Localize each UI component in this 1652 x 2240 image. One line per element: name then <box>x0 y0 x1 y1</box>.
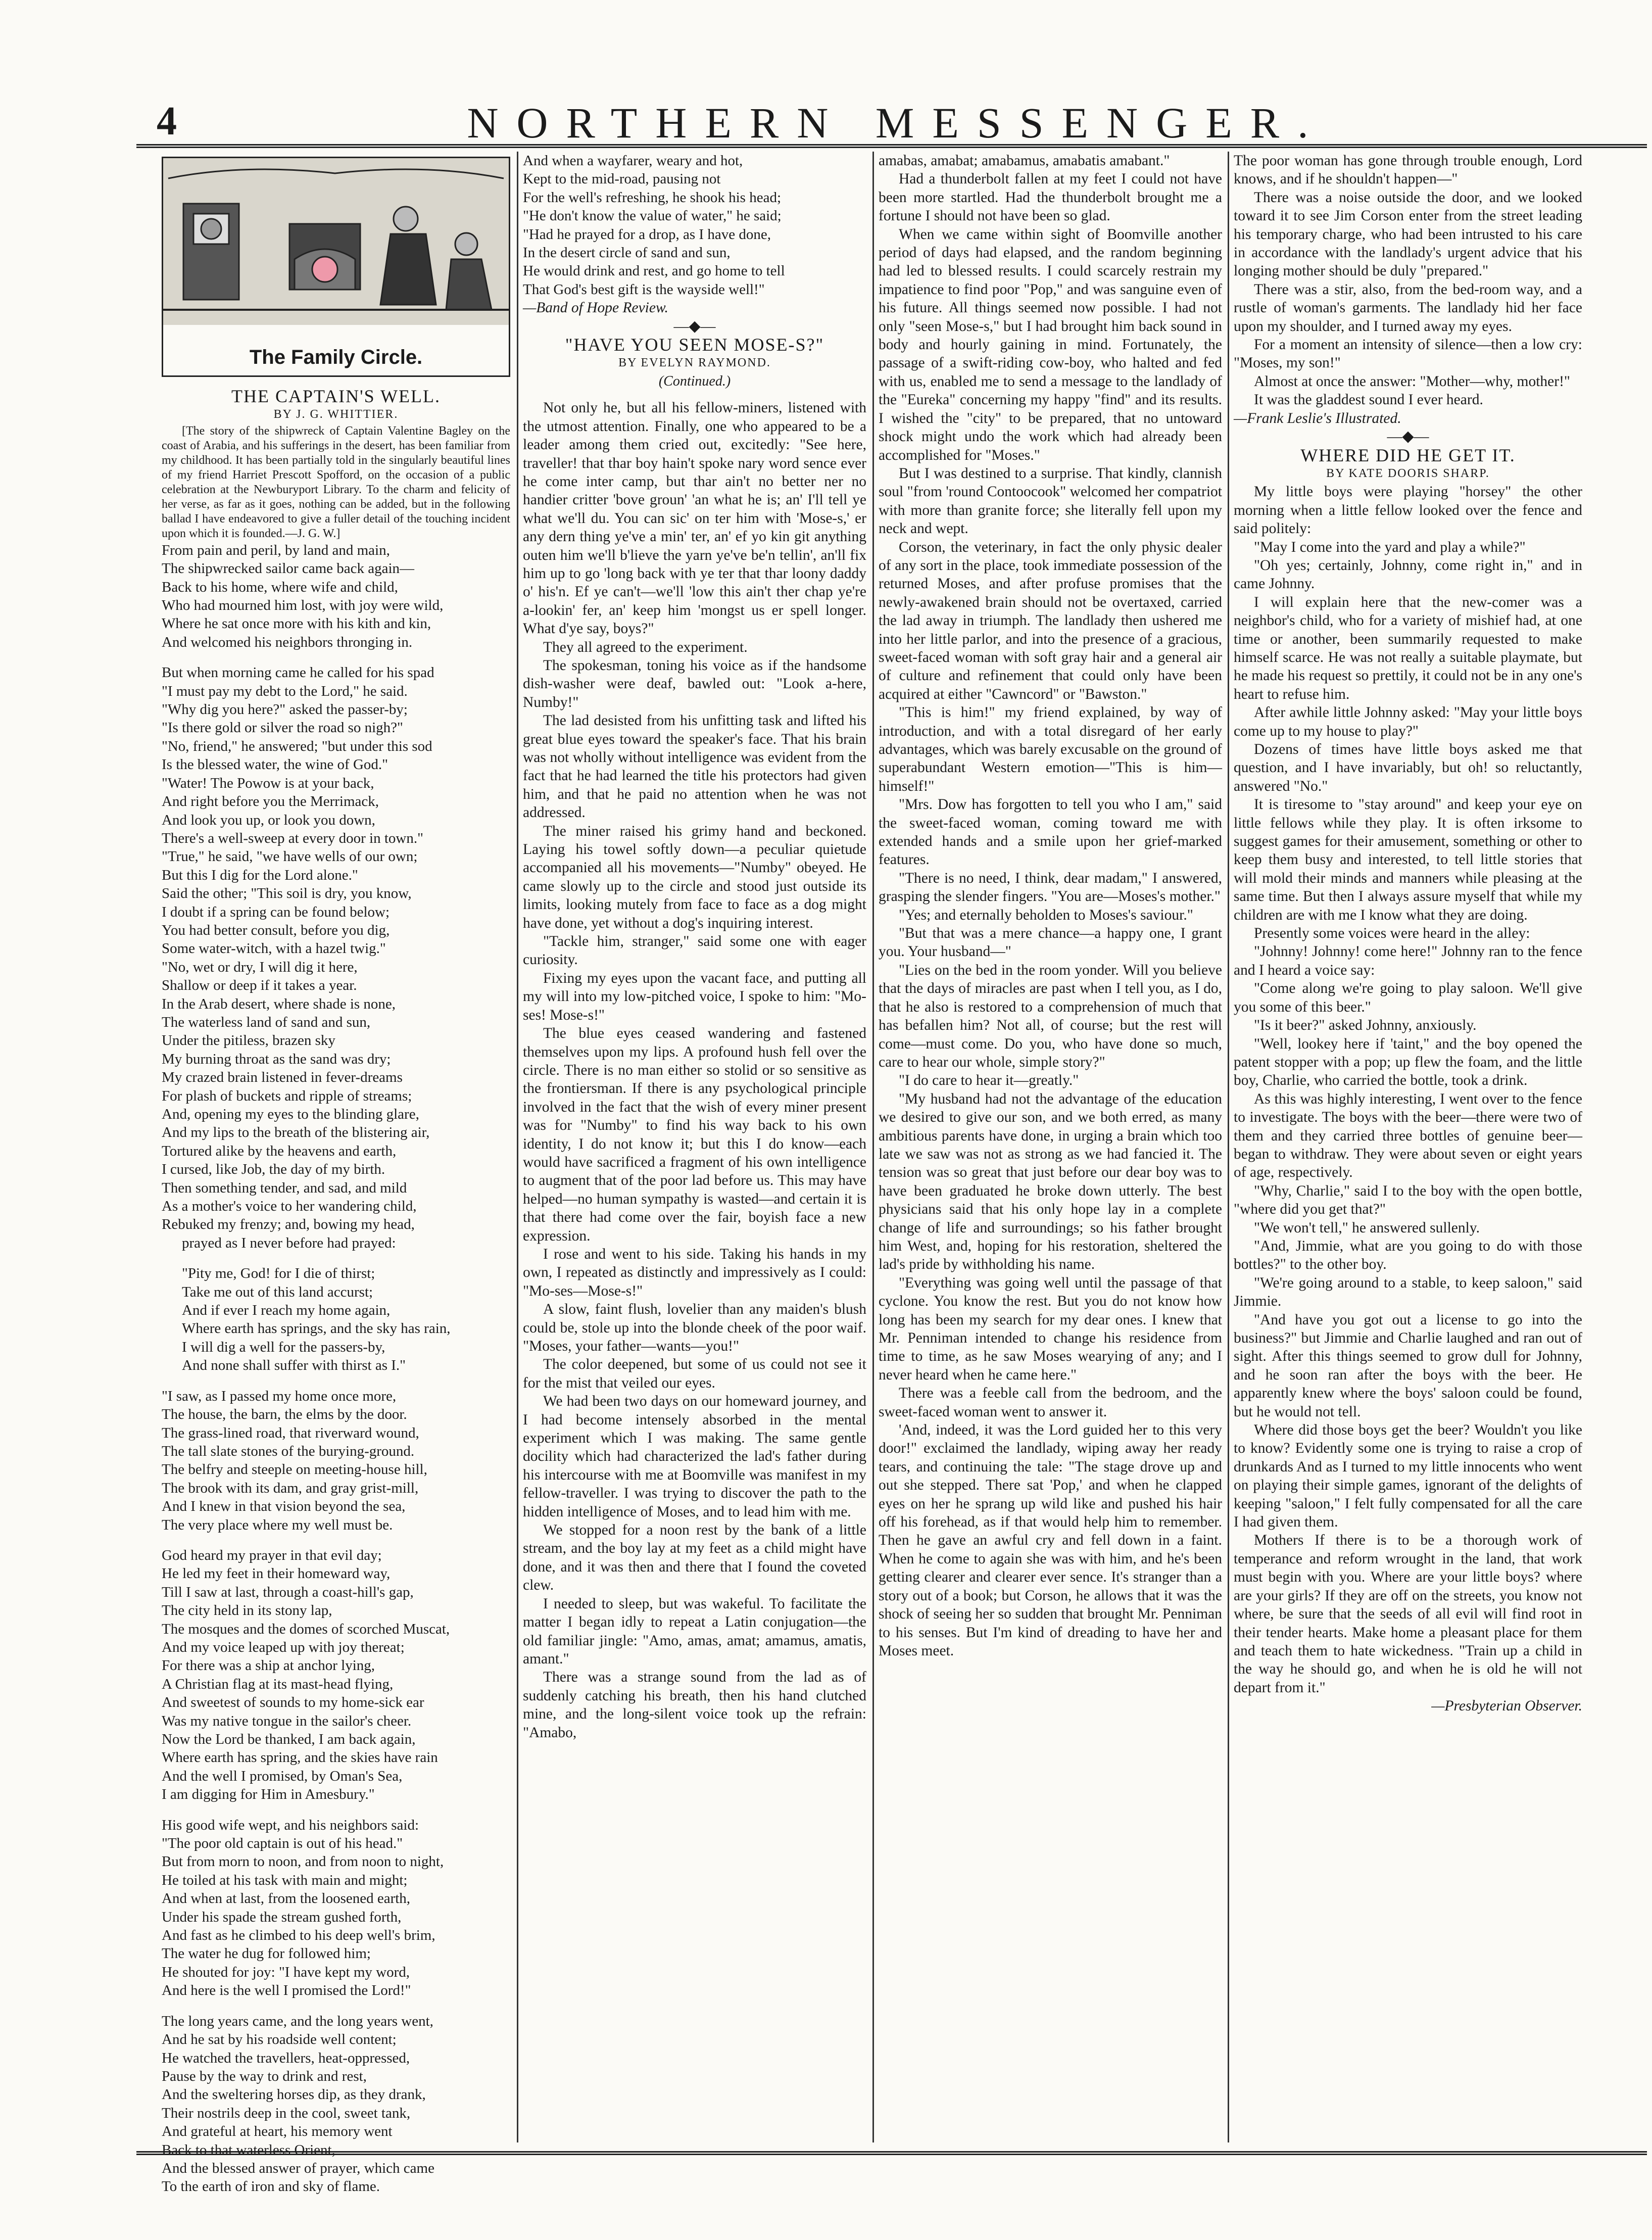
verse-line: And when a wayfarer, weary and hot, <box>523 153 743 169</box>
paragraph: Corson, the veterinary, in fact the only physic dealer of any sort in the place, took immediate possession of the returned Moses, and after profuse promises that the newly-awakened brain should not be overtaxed, carried the lad away in triumph. The landlady then ushered me into her little parlor, and into the presence of a gracious, sweet-faced woman with soft gray hair and a general air of culture and refinement that could only have been acquired at either "Cawncord" or "Bawston." <box>879 539 1222 702</box>
column-rule <box>1228 152 1229 2142</box>
paragraph: They all agreed to the experiment. <box>543 639 748 655</box>
verse-line: The waterless land of sand and sun, <box>162 1014 371 1030</box>
paragraph: Almost at once the answer: "Mother—why, mother!" <box>1254 373 1570 390</box>
verse-line: He would drink and rest, and go home to tell <box>523 263 785 279</box>
verse-line: There's a well-sweep at every door in town." <box>162 830 423 846</box>
verse-line: "True," he said, "we have wells of our own; <box>162 848 418 865</box>
verse-line: "No, wet or dry, I will dig it here, <box>162 959 358 975</box>
paragraph: "Johnny! Johnny! come here!" Johnny ran to the fence and I heard a voice say: <box>1234 943 1582 978</box>
verse-line: "Had he prayed for a drop, as I have done, <box>523 226 771 243</box>
column-2 <box>523 152 866 2137</box>
paragraph: But I was destined to a surprise. That kindly, clannish soul "from 'round Contoocook" welcomed her compatriot with more than granite force; she literally fell upon my neck and wept. <box>879 465 1222 537</box>
verse-line: Said the other; "This soil is dry, you know, <box>162 885 412 902</box>
stanza <box>162 1264 510 1374</box>
paragraph: When we came within sight of Boomville another period of days had elapsed, and the random beginning had led to blessed results. I could scarcely restrain my impatience to find poor "Pop," and was sanguine even of his future. All things seemed now possible. I had not only "seen Mose-s," but I had brought him back sound in body and hourly gaining in mind. Fortunately, the passage of a swift-riding cow-boy, who halted and fed with us, enabled me to send a message to the landlady of the "Eureka" concerning my happy "find" and its results. I wished the "city" to be prepared, that no untoward shock might undo the work which had already been accomplished for "Moses." <box>879 226 1222 463</box>
family-circle-caption: The Family Circle. <box>249 346 423 368</box>
verse-line: Who had mourned him lost, with joy were wild, <box>162 597 444 614</box>
paragraph: "Tackle him, stranger," said some one with eager curiosity. <box>523 933 866 968</box>
verse-line: Rebuked my frenzy; and, bowing my head, <box>162 1216 415 1233</box>
verse-line: I doubt if a spring can be found below; <box>162 903 390 920</box>
paragraph: "Oh yes; certainly, Johnny, come right in," and in came Johnny. <box>1234 557 1582 592</box>
story-title: "HAVE YOU SEEN MOSE-S?" <box>565 335 824 355</box>
poem-title: THE CAPTAIN'S WELL. <box>231 386 441 406</box>
story-continued: (Continued.) <box>658 373 731 389</box>
paragraph: "But that was a mere chance—a happy one, I grant you. Your husband—" <box>879 925 1222 960</box>
verse-line: Where earth has springs, and the sky has rain, <box>182 1320 451 1337</box>
paragraph: There was a feeble call from the bedroom, and the sweet-faced woman went to answer it. <box>879 1385 1222 1420</box>
verse-line: Shallow or deep if it takes a year. <box>162 977 357 994</box>
verse-line: The long years came, and the long years went, <box>162 2013 433 2029</box>
verse-line: Now the Lord be thanked, I am back again, <box>162 1731 416 1747</box>
verse-line: That God's best gift is the wayside well!" <box>523 281 765 298</box>
paragraph: "And have you got out a license to go into the business?" but Jimmie and Charlie laughed and ran out of sight. After this things seemed to grow dull for Johnny, and he soon ran after the boys with the beer. He apparently knew where the boys' saloon could be found, but he would not tell. <box>1234 1311 1582 1420</box>
page-header <box>141 88 1652 147</box>
paragraph: There was a stir, also, from the bed-room way, and a rustle of woman's garments. The landlady hid her face upon my shoulder, and I turned away my eyes. <box>1234 281 1582 335</box>
verse-line: And fast as he climbed to his deep well's brim, <box>162 1927 435 1944</box>
verse-line: Pause by the way to drink and rest, <box>162 2068 367 2084</box>
paragraph: I needed to sleep, but was wakeful. To facilitate the matter I began idly to repeat a Latin conjugation—the old familiar jingle: "Amo, amas, amat; amamus, amatis, amant." <box>523 1595 866 1667</box>
verse-line: For there was a ship at anchor lying, <box>162 1657 375 1674</box>
verse-line: The belfry and steeple on meeting-house hill, <box>162 1461 427 1478</box>
paragraph: "Lies on the bed in the room yonder. Will you believe that the days of miracles are past when I tell you, as I do, that he also is restored to a comprehension of much that has befallen him? Not all, of course; but the rest will come—must come. Do you, who have done so much, care to hear our whole, simple story?" <box>879 962 1222 1070</box>
story-ending <box>1234 152 1582 409</box>
verse-line: "I must pay my debt to the Lord," he said. <box>162 683 408 699</box>
verse-line: And he sat by his roadside well content; <box>162 2031 397 2048</box>
verse-line: He watched the travellers, heat-oppressed, <box>162 2050 410 2066</box>
verse-line: My crazed brain listened in fever-dreams <box>162 1069 403 1086</box>
paragraph: My little boys were playing "horsey" the other morning when a little fellow looked over the fence and said politely: <box>1234 484 1582 537</box>
verse-line: In the desert circle of sand and sun, <box>523 245 731 261</box>
paragraph: "Is it beer?" asked Johnny, anxiously. <box>1254 1017 1477 1034</box>
paragraph: "There is no need, I think, dear madam," I answered, grasping the slender fingers. "You are—Moses's mother." <box>879 870 1222 905</box>
verse-line: In the Arab desert, where shade is none, <box>162 995 396 1012</box>
paragraph: "Well, lookey here if 'taint," and the boy opened the patent stopper with a pop; up flew the foam, and the little boy, Charlie, who carried the bottle, took a drink. <box>1234 1035 1582 1089</box>
paragraph: Mothers If there is to be a thorough work of temperance and reform wrought in the land, that work must begin with you. Where are your little boys? where are your girls? If they are off on the streets, you know not where, be sure that the seeds of all evil will find root in their tender hearts. Make home a pleasant place for them and teach them to hate wickedness. "Train up a child in the way he should go, and when he is old he will not depart from it." <box>1234 1532 1582 1696</box>
column-1 <box>162 152 510 2195</box>
verse-line: For the well's refreshing, he shook his head; <box>523 189 782 206</box>
section-divider: —◆— <box>673 317 716 335</box>
article-title: WHERE DID HE GET IT. <box>1300 445 1516 465</box>
verse-line: "Is there gold or silver the road so nigh?" <box>162 720 403 736</box>
verse-line: "The poor old captain is out of his head." <box>162 1835 403 1852</box>
verse-line: But this I dig for the Lord alone." <box>162 867 358 883</box>
paragraph: "We won't tell," he answered sullenly. <box>1254 1219 1480 1236</box>
paragraph: Not only he, but all his fellow-miners, listened with the utmost attention. Finally, one who appeared to be a leader among them cried out, excitedly: "See here, traveller! that thar boy hain't spoke nary word sence ever he come inter camp, but thar ain't no better ner no handier critter 'bove groun' 'an what he is; an' I'll tell ye what we'll du. You can sic' on ter him with 'Mose-s,' er any dern thing ye've a min' ter, an' ef yo kin git anything outen him we'll b'lieve the yarn ye've be'n tellin', an'll fix him up to go 'long back with ye ter that thar loony daddy o' his'n. Ef ye can't—we'll 'low this ain't ther chap ye're a-lookin' fer, an' keep him 'mongst us er spell longer. What d'ye say, boys?" <box>523 400 866 637</box>
paragraph: Fixing my eyes upon the vacant face, and putting all my will into my low-pitched voice, I spoke to him: "Mo-ses! Mose-s!" <box>523 970 866 1023</box>
paragraph: The color deepened, but some of us could not see it for the mist that veiled our eyes. <box>523 1356 866 1391</box>
paragraph: I rose and went to his side. Taking his hands in my own, I repeated as distinctly and impressively as I could: "Mo-ses—Mose-s!" <box>523 1246 866 1299</box>
verse-line: "He don't know the value of water," he said; <box>523 208 782 224</box>
verse-line: Where earth has spring, and the skies have rain <box>162 1749 438 1766</box>
verse-line: And the blessed answer of prayer, which came <box>162 2160 434 2176</box>
paragraph: "May I come into the yard and play a while?" <box>1254 539 1526 555</box>
paragraph: Presently some voices were heard in the alley: <box>1254 925 1530 942</box>
verse-line: Where he sat once more with his kith and kin, <box>162 615 431 632</box>
family-scene-illustration <box>163 158 509 325</box>
paragraph: For a moment an intensity of silence—then a low cry: "Moses, my son!" <box>1234 337 1582 371</box>
paragraph: "My husband had not the advantage of the education we desired to give our son, and we both erred, as many ambitious parents have done, in urging a brain which too late we saw was not as strong as we had fancied it. The tension was so great that just before our dear boy was to have been graduated he broke down utterly. The best physicians said that his only hope lay in a complete change of life and surroundings; so his father brought him West, and, hoping for his restoration, sheltered the lad's pride by withholding his name. <box>879 1090 1222 1273</box>
verse-line: And the well I promised, by Oman's Sea, <box>162 1768 403 1784</box>
stanza <box>162 1546 510 1804</box>
verse-line: God heard my prayer in that evil day; <box>162 1547 382 1563</box>
paragraph: "And, Jimmie, what are you going to do with those bottles?" to the other boy. <box>1234 1237 1582 1273</box>
verse-line: And when at last, from the loosened earth, <box>162 1890 411 1907</box>
story-body <box>523 399 866 1742</box>
paragraph: The spokesman, toning his voice as if the handsome dish-washer were deaf, bawled out: "Look a-here, Numby!" <box>523 657 866 710</box>
column-rule <box>872 152 874 2142</box>
verse-line: prayed as I never before had prayed: <box>182 1234 396 1251</box>
stanza <box>162 541 510 651</box>
verse-line: You had better consult, before you dig, <box>162 922 390 938</box>
paragraph: It is tiresome to "stay around" and keep your eye on little fellows while they play. It is often irksome to suggest games for their amusement, something or other to keep them busy and interested, to tell little stories that will mold their minds and manners while pleasing at the same time. But then I always assure myself that while my children are with me I know what they are doing. <box>1234 796 1582 923</box>
stanza <box>162 1387 510 1534</box>
paragraph: "Everything was going well until the passage of that cyclone. You know the rest. But you do not know how long has been my search for my dear ones. I knew that Mr. Penniman intended to change his residence from time to time, as he saw Moses wearying of any; and I never heard when he came here." <box>879 1274 1222 1383</box>
verse-line: Take me out of this land accurst; <box>182 1283 373 1300</box>
verse-line: I will dig a well for the passers-by, <box>182 1339 385 1355</box>
column-3 <box>879 152 1222 2137</box>
verse-line: For plash of buckets and ripple of streams; <box>162 1087 412 1104</box>
verse-line: He shouted for joy: "I have kept my word, <box>162 1964 410 1980</box>
verse-line: "I saw, as I passed my home once more, <box>162 1388 397 1404</box>
verse-line: Was my native tongue in the sailor's cheer. <box>162 1712 412 1729</box>
verse-line: The house, the barn, the elms by the door. <box>162 1406 407 1423</box>
poem-note: [The story of the shipwreck of Captain Valentine Bagley on the coast of Arabia, and his sufferings in the desert, has been familiar from my childhood. It has been partially told in the singularly beautiful lines of my friend Harriet Prescott Spofford, on the occasion of a public celebration at the Newburyport Library. To the charm and felicity of her verse, as far as it goes, nothing can be added, but in the following ballad I have endeavored to give a fuller detail of the touching incident upon which it is founded.—J. G. W.] <box>162 424 510 540</box>
verse-line: Their nostrils deep in the cool, sweet tank, <box>162 2105 411 2121</box>
story-body-continued <box>879 152 1222 1660</box>
verse-line: To the earth of iron and sky of flame. <box>162 2178 380 2195</box>
section-divider: —◆— <box>1387 428 1429 445</box>
paragraph: "We're going around to a stable, to keep saloon," said Jimmie. <box>1234 1274 1582 1310</box>
verse-line: And the sweltering horses dip, as they drank, <box>162 2086 426 2103</box>
verse-line: The grass-lined road, that riverward wound, <box>162 1424 419 1441</box>
paragraph: "Come along we're going to play saloon. We'll give you some of this beer." <box>1234 980 1582 1015</box>
verse-line: And my voice leaped up with joy thereat; <box>162 1639 405 1655</box>
verse-line: He led my feet in their homeward way, <box>162 1565 391 1582</box>
verse-line: Back to his home, where wife and child, <box>162 579 398 595</box>
verse-line: And here is the well I promised the Lord!" <box>162 1982 411 1999</box>
stanza <box>162 1816 510 2000</box>
verse-line: And sweetest of sounds to my home-sick ear <box>162 1694 424 1711</box>
article-source: —Presbyterian Observer. <box>1431 1698 1582 1714</box>
verse-line: I am digging for Him in Amesbury." <box>162 1786 375 1803</box>
masthead-title: NORTHERN MESSENGER. <box>467 99 1327 147</box>
paragraph: "Yes; and eternally beholden to Moses's saviour." <box>899 907 1193 923</box>
verse-line: Tortured alike by the heavens and earth, <box>162 1142 397 1159</box>
verse-line: Under his spade the stream gushed forth, <box>162 1909 402 1925</box>
paragraph: Where did those boys get the beer? Wouldn't you like to know? Evidently some one is trying to raise a crop of drunkards And as I turned to my little innocents who went on playing their simple games, ignorant of the delights of keeping "saloon," I felt fully compensated for all the care I had given them. <box>1234 1422 1582 1531</box>
column-rule <box>517 152 518 2142</box>
article-byline: BY KATE DOORIS SHARP. <box>1326 466 1490 480</box>
verse-line: "No, friend," he answered; "but under this sod <box>162 738 432 754</box>
verse-line: And right before you the Merrimack, <box>162 793 379 810</box>
verse-line: The shipwrecked sailor came back again— <box>162 560 415 577</box>
verse-line: And grateful at heart, his memory went <box>162 2123 393 2140</box>
verse-line: The mosques and the domes of scorched Muscat, <box>162 1621 450 1637</box>
paragraph: 'And, indeed, it was the Lord guided her to this very door!" exclaimed the landlady, wiping away her ready tears, and continuing the tale: "The stage drove up and out she stepped. There sat 'Pop,' and when he clapped eyes on her he sprang up wild like and pushed his hair off his forehead, as if that would help him to remember. Then he gave an awful cry and fell down in a faint. When he come to again she was with him, and he's been getting clearer and clearer ever sence. It's stranger than a story out of a book; but Corson, he allows that it was the shock of seeing her so sudden that brought Mr. Penniman to his senses. But I'm kind of dreading to have her and Moses meet. <box>879 1422 1222 1659</box>
verse-line: And welcomed his neighbors thronging in. <box>162 634 413 650</box>
paragraph: We had been two days on our homeward journey, and I had become intensely absorbed in the mental experiment which I was making. The same gentle docility which had characterized the lad's father during his intercourse with me at Boomville was manifest in my fellow-traveller. I was trying to discover the path to the hidden intelligence of Moses, and to lead him with me. <box>523 1393 866 1520</box>
paragraph: "I do care to hear it—greatly." <box>899 1072 1079 1089</box>
verse-line: Is the blessed water, the wine of God." <box>162 756 388 773</box>
paragraph: The blue eyes ceased wandering and fastened themselves upon my lips. A profound hush fell over the circle. There is no man either so stolid or so sensitive as the frontiersman. If there is any psychological principle involved in the fact that the wish of every miner present was for "Numby" to find his way back to his own identity, I do not know it; but this I do know—each would have sacrificed a fragment of his own intelligence to augment that of the poor lad before us. This may have helped—no human sympathy is wasted—and certain it is that there had come over the fair, boyish face a new expression. <box>523 1025 866 1244</box>
family-circle-vignette <box>162 157 510 377</box>
paragraph: amabas, amabat; amabamus, amabatis amabant." <box>879 153 1170 169</box>
verse-line: My burning throat as the sand was dry; <box>162 1051 391 1067</box>
paragraph: There was a strange sound from the lad as of suddenly catching his breath, then his hand clutched mine, and the long-silent voice took up the refrain: "Amabo, <box>523 1669 866 1741</box>
verse-line: And, opening my eyes to the blinding glare, <box>162 1106 419 1122</box>
paragraph: Dozens of times have little boys asked me that question, and I have invariably, but oh! so reluctantly, answered "No." <box>1234 741 1582 794</box>
verse-line: And I knew in that vision beyond the sea, <box>162 1498 406 1515</box>
verse-line: From pain and peril, by land and main, <box>162 542 390 558</box>
verse-line: The brook with its dam, and gray grist-mill, <box>162 1480 419 1496</box>
paragraph: A slow, faint flush, lovelier than any maiden's blush could be, stole up into the blonde cheek of the poor waif. "Moses, your father—wants—you!" <box>523 1301 866 1354</box>
paragraph: "This is him!" my friend explained, by way of introduction, and with a total disregard of her early advantages, which was barely excusable on the ground of superabundant Western emotion—"This is him—himself!" <box>879 704 1222 794</box>
verse-line: Back to that waterless Orient, <box>162 2141 335 2158</box>
verse-line: Under the pitiless, brazen sky <box>162 1032 335 1049</box>
poem-byline: BY J. G. WHITTIER. <box>273 408 399 421</box>
paragraph: We stopped for a noon rest by the bank of a little stream, and the boy lay at my feet as a child might have done, and it was then and there that I found the coveted clew. <box>523 1522 866 1594</box>
article-body <box>1234 483 1582 1697</box>
verse-line: But when morning came he called for his spad <box>162 664 434 681</box>
verse-line: Then something tender, and sad, and mild <box>162 1179 407 1196</box>
verse-line: The tall slate stones of the burying-ground. <box>162 1443 415 1459</box>
verse-line: The city held in its stony lap, <box>162 1602 332 1619</box>
paragraph: I will explain here that the new-comer was a neighbor's child, who for a variety of mishief had, at one time or another, been summarily requested to make himself scarce. He was not really a suitable playmate, but he made his request so prettily, it could not be in any one's heart to refuse him. <box>1234 594 1582 702</box>
verse-line: His good wife wept, and his neighbors said: <box>162 1817 419 1833</box>
verse-line: "Water! The Powow is at your back, <box>162 775 374 791</box>
paragraph: As this was highly interesting, I went over to the fence to investigate. The boys with the beer—there were two of them and they carried three bottles of genuine beer—began to withdraw. They were about seven or eight years of age, respectively. <box>1234 1090 1582 1181</box>
paragraph: The poor woman has gone through trouble enough, Lord knows, and if he shouldn't happen—" <box>1234 153 1582 187</box>
paragraph: There was a noise outside the door, and we looked toward it to see Jim Corson enter from the street leading his temporary charge, who had been intrusted to his care in accordance with the landlady's urgent advice that his longing mother should be duly "prepared." <box>1234 189 1582 279</box>
poem-body <box>162 541 510 2196</box>
verse-line: And if ever I reach my home again, <box>182 1302 391 1319</box>
paragraph: The lad desisted from his unfitting task and lifted his great blue eyes toward the speaker's face. That his brain was not wholly without intelligence was evident from the fact that he had learned the title his protectors had given him, and that he paid no attention when he was not addressed. <box>523 712 866 821</box>
verse-line: Till I saw at last, through a coast-hill's gap, <box>162 1584 414 1600</box>
poem-continuation <box>523 152 866 299</box>
paragraph: "Mrs. Dow has forgotten to tell you who I am," said the sweet-faced woman, coming toward me with extended hands and a smile upon her grief-marked features. <box>879 796 1222 868</box>
verse-line: But from morn to noon, and from noon to night, <box>162 1853 444 1870</box>
verse-line: The very place where my well must be. <box>162 1516 393 1533</box>
verse-line: "Why dig you here?" asked the passer-by; <box>162 701 408 718</box>
verse-line: And none shall suffer with thirst as I." <box>182 1357 406 1374</box>
page-number: 4 <box>157 99 177 144</box>
paragraph: The miner raised his grimy hand and beckoned. Laying his towel softly down—a peculiar quietude accompanied all his movements—"Numby" obeyed. He came slowly up to the circle and stood just outside its limits, looking mutely from face to face as a dog might have done, yet without a dog's inquiring interest. <box>523 823 866 931</box>
verse-line: "Pity me, God! for I die of thirst; <box>182 1265 375 1282</box>
paragraph: After awhile little Johnny asked: "May your little boys come up to my house to play?" <box>1234 704 1582 739</box>
paragraph: Had a thunderbolt fallen at my feet I could not have been more startled. Had the thunderbolt brought me a fortune I should not have been so glad. <box>879 171 1222 224</box>
verse-line: He toiled at his task with main and might; <box>162 1872 408 1888</box>
verse-line: I cursed, like Job, the day of my birth. <box>162 1161 385 1178</box>
verse-line: The water he dug for followed him; <box>162 1945 371 1962</box>
poem-source: —Band of Hope Review. <box>523 300 668 316</box>
paragraph: "Why, Charlie," said I to the boy with the open bottle, "where did you get that?" <box>1234 1182 1582 1218</box>
verse-line: And look you up, or look you down, <box>162 812 375 828</box>
column-4 <box>1234 152 1582 2137</box>
story-byline: BY EVELYN RAYMOND. <box>618 356 771 370</box>
verse-line: As a mother's voice to her wandering child, <box>162 1198 417 1215</box>
verse-line: Kept to the mid-road, pausing not <box>523 171 721 187</box>
stanza <box>162 663 510 1252</box>
story-source: —Frank Leslie's Illustrated. <box>1234 410 1401 426</box>
paragraph: It was the gladdest sound I ever heard. <box>1254 392 1483 408</box>
verse-line: Some water-witch, with a hazel twig." <box>162 940 386 957</box>
verse-line: A Christian flag at its mast-head flying, <box>162 1676 394 1692</box>
verse-line: And my lips to the breath of the blistering air, <box>162 1124 430 1141</box>
stanza <box>162 2012 510 2196</box>
